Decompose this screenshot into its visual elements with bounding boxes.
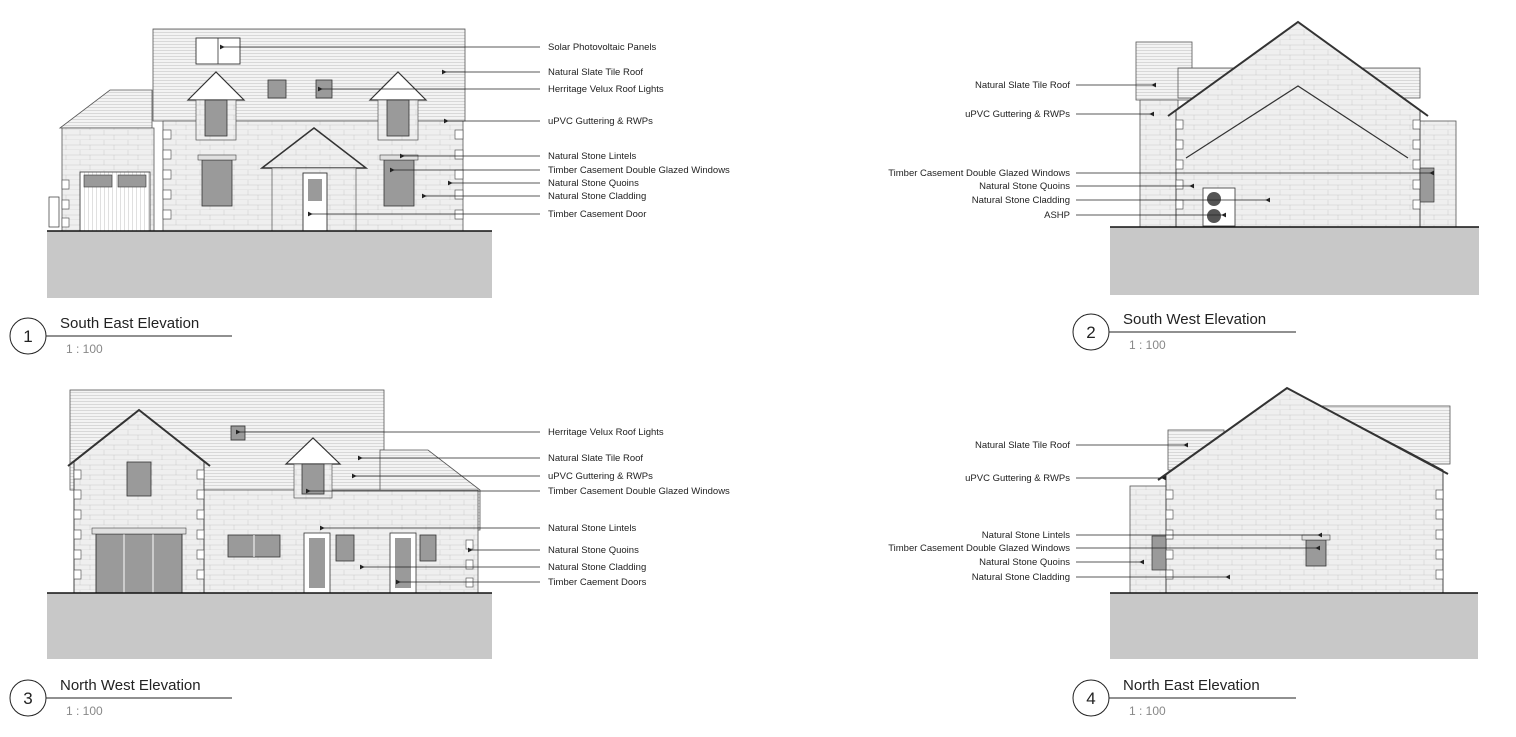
label-1-5: Timber Casement Double Glazed Windows bbox=[548, 165, 730, 176]
roof-light-3 bbox=[231, 426, 245, 440]
title-block-3 bbox=[10, 677, 232, 718]
window-3d bbox=[420, 535, 436, 561]
label-4-5: Natural Stone Cladding bbox=[971, 572, 1070, 583]
meter-box-1 bbox=[49, 197, 59, 227]
label-3-0: Herritage Velux Roof Lights bbox=[548, 427, 664, 438]
drawing-title-1: South East Elevation bbox=[60, 315, 200, 332]
garage-doors-3 bbox=[96, 534, 182, 593]
label-3-5: Natural Stone Quoins bbox=[548, 545, 639, 556]
drawing-scale-2: 1 : 100 bbox=[1129, 338, 1166, 352]
label-1-6: Natural Stone Quoins bbox=[548, 178, 639, 189]
label-2-2: Timber Casement Double Glazed Windows bbox=[888, 168, 1070, 179]
window-3c bbox=[336, 535, 354, 561]
drawing-scale-1: 1 : 100 bbox=[66, 342, 103, 356]
drawing-number-4: 4 bbox=[1086, 689, 1096, 708]
labels-2 bbox=[888, 80, 1070, 221]
title-block-2 bbox=[1073, 311, 1296, 352]
ground-3 bbox=[47, 593, 492, 659]
label-4-1: uPVC Guttering & RWPs bbox=[965, 473, 1070, 484]
label-2-1: uPVC Guttering & RWPs bbox=[965, 109, 1070, 120]
label-4-0: Natural Slate Tile Roof bbox=[974, 440, 1070, 451]
labels-3 bbox=[548, 427, 730, 588]
label-3-6: Natural Stone Cladding bbox=[548, 562, 647, 573]
window-4a bbox=[1152, 536, 1166, 570]
label-2-3: Natural Stone Quoins bbox=[979, 181, 1070, 192]
roof-light-1a bbox=[268, 80, 286, 98]
label-1-8: Timber Casement Door bbox=[548, 209, 647, 220]
label-2-4: Natural Stone Cladding bbox=[971, 195, 1070, 206]
drawing-title-2: South West Elevation bbox=[1123, 311, 1267, 328]
drawing-number-1: 1 bbox=[23, 327, 33, 346]
title-block-4 bbox=[1073, 677, 1296, 718]
label-1-2: Herritage Velux Roof Lights bbox=[548, 84, 664, 95]
label-3-1: Natural Slate Tile Roof bbox=[548, 453, 644, 464]
drawing-north-east bbox=[1110, 388, 1478, 659]
window-3a bbox=[127, 462, 151, 496]
label-4-4: Natural Stone Quoins bbox=[979, 557, 1070, 568]
drawing-number-2: 2 bbox=[1086, 323, 1096, 342]
drawing-north-west bbox=[47, 390, 492, 659]
label-2-0: Natural Slate Tile Roof bbox=[974, 80, 1070, 91]
label-2-5: ASHP bbox=[1044, 210, 1070, 221]
drawing-title-4: North East Elevation bbox=[1123, 677, 1260, 694]
label-1-1: Natural Slate Tile Roof bbox=[548, 67, 644, 78]
title-block-1 bbox=[10, 315, 232, 356]
window-4b bbox=[1306, 540, 1326, 566]
label-4-3: Timber Casement Double Glazed Windows bbox=[888, 543, 1070, 554]
window-1a bbox=[202, 160, 232, 206]
label-3-2: uPVC Guttering & RWPs bbox=[548, 471, 653, 482]
labels-4 bbox=[888, 440, 1070, 583]
label-3-4: Natural Stone Lintels bbox=[548, 523, 637, 534]
dormer-window-3 bbox=[302, 464, 324, 494]
label-4-2: Natural Stone Lintels bbox=[981, 530, 1070, 541]
drawing-scale-3: 1 : 100 bbox=[66, 704, 103, 718]
ground-4 bbox=[1110, 593, 1478, 659]
label-1-3: uPVC Guttering & RWPs bbox=[548, 116, 653, 127]
drawing-number-3: 3 bbox=[23, 689, 33, 708]
label-3-7: Timber Caement Doors bbox=[548, 577, 647, 588]
label-1-7: Natural Stone Cladding bbox=[548, 191, 647, 202]
window-1b bbox=[384, 160, 414, 206]
labels-1 bbox=[548, 42, 730, 220]
ashp-unit-icon bbox=[1203, 188, 1235, 226]
drawing-title-3: North West Elevation bbox=[60, 677, 201, 694]
drawing-south-west bbox=[1110, 22, 1479, 295]
garage-roof-1 bbox=[60, 90, 152, 128]
dormer-window-1b bbox=[387, 100, 409, 136]
dormer-window-1a bbox=[205, 100, 227, 136]
label-3-3: Timber Casement Double Glazed Windows bbox=[548, 486, 730, 497]
label-1-4: Natural Stone Lintels bbox=[548, 151, 637, 162]
label-1-0: Solar Photovoltaic Panels bbox=[548, 42, 657, 53]
ground-1 bbox=[47, 231, 492, 298]
drawing-south-east bbox=[47, 29, 492, 298]
drawing-scale-4: 1 : 100 bbox=[1129, 704, 1166, 718]
ground-2 bbox=[1110, 227, 1479, 295]
